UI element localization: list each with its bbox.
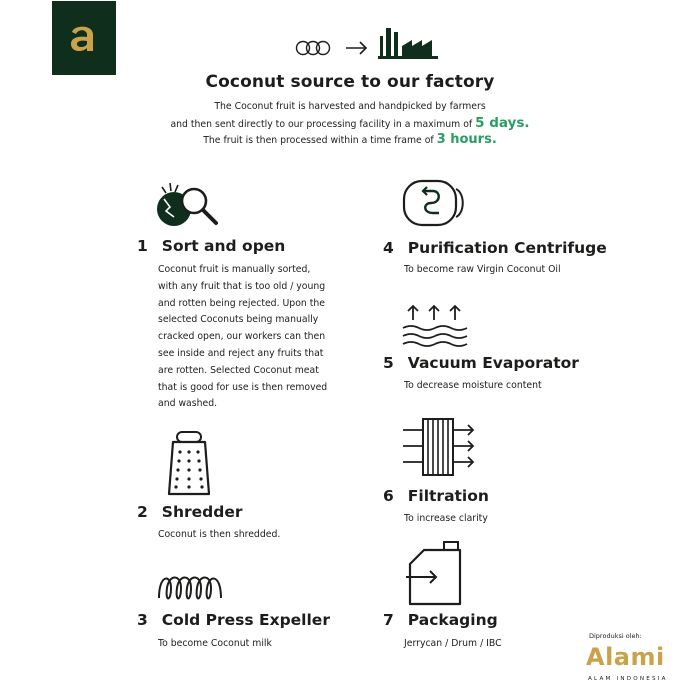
brand-letter-a-icon — [62, 16, 106, 60]
step-5-title — [383, 354, 579, 372]
arrow-right-icon — [346, 42, 366, 54]
evaporation-icon — [401, 302, 471, 348]
step-3-description — [158, 636, 272, 653]
step-5-desc-line: To decrease moisture content — [404, 380, 542, 391]
step-1-desc-line: that is good for use is then removed — [158, 381, 328, 393]
credit-brand-logo[interactable]: Alami — [586, 643, 665, 671]
step-3-label: Cold Press Expeller — [161, 611, 330, 629]
credit-tagline: ALAM INDONESIA — [588, 676, 668, 682]
step-7-label: Packaging — [407, 611, 498, 629]
step-2-title — [137, 503, 243, 521]
step-1-desc-line: and washed. — [158, 398, 218, 410]
step-6-number: 6 — [383, 487, 394, 505]
step-1-label: Sort and open — [161, 237, 286, 255]
jerrycan-icon — [402, 540, 466, 606]
step-4-description — [404, 262, 561, 279]
coconut-magnifier-icon — [152, 177, 224, 235]
step-2-desc-line: Coconut is then shredded. — [158, 529, 281, 540]
step-1-number: 1 — [137, 237, 148, 255]
centrifuge-icon — [401, 177, 469, 229]
step-1-description — [158, 262, 327, 413]
step-3-number: 3 — [137, 611, 148, 629]
intro-line-1: The Coconut fruit is harvested and handpicked by farmers — [214, 101, 486, 112]
coconut-to-factory-illustration — [294, 20, 444, 64]
step-1-desc-line: see inside and reject any fruits that — [158, 347, 324, 359]
credit-label: Diproduksi oleh: — [589, 632, 642, 640]
days-highlight: 5 days. — [475, 115, 530, 131]
step-1-desc-line: and rotten being rejected. Upon the — [158, 297, 325, 309]
step-7-title — [383, 611, 498, 629]
hours-highlight: 3 hours. — [436, 132, 497, 147]
step-1-desc-line: Coconut fruit is manually sorted, — [158, 264, 311, 275]
step-4-number: 4 — [383, 239, 394, 257]
step-4-label: Purification Centrifuge — [407, 239, 607, 257]
intro-line-3-text: The fruit is then processed within a time frame of — [203, 135, 437, 146]
step-7-desc-line: Jerrycan / Drum / IBC — [404, 638, 502, 649]
intro-line-2-text: and then sent directly to our processing facility in a maximum of — [170, 119, 476, 130]
page-title: Coconut source to our factory — [205, 72, 495, 92]
step-6-desc-line: To increase clarity — [404, 513, 488, 524]
step-2-number: 2 — [137, 503, 148, 521]
step-1-desc-line: selected Coconuts being manually — [158, 314, 319, 326]
intro-line-2 — [130, 115, 570, 131]
step-4-desc-line: To become raw Virgin Coconut Oil — [404, 264, 561, 275]
step-1-title — [137, 237, 285, 255]
step-3-desc-line: To become Coconut milk — [158, 638, 272, 649]
step-1-desc-line: are rotten. Selected Coconut meat — [158, 364, 319, 376]
factory-icon — [378, 28, 438, 59]
step-7-number: 7 — [383, 611, 394, 629]
filter-icon — [401, 416, 477, 478]
step-5-label: Vacuum Evaporator — [407, 354, 579, 372]
step-5-description — [404, 378, 542, 395]
coconuts-icon — [297, 42, 330, 55]
step-5-number: 5 — [383, 354, 394, 372]
spring-coil-icon — [155, 570, 225, 606]
step-6-label: Filtration — [407, 487, 489, 505]
step-1-desc-line: cracked open, our workers can then — [158, 331, 326, 343]
step-4-title — [383, 239, 607, 257]
step-6-description — [404, 511, 488, 528]
step-2-description — [158, 527, 280, 544]
grater-icon — [163, 430, 215, 500]
brand-logo[interactable] — [52, 1, 116, 75]
step-7-description — [404, 636, 502, 653]
intro-line-3 — [130, 132, 570, 147]
step-3-title — [137, 611, 330, 629]
step-1-desc-line: with any fruit that is too old / young — [158, 280, 326, 292]
step-2-label: Shredder — [161, 503, 243, 521]
step-6-title — [383, 487, 489, 505]
